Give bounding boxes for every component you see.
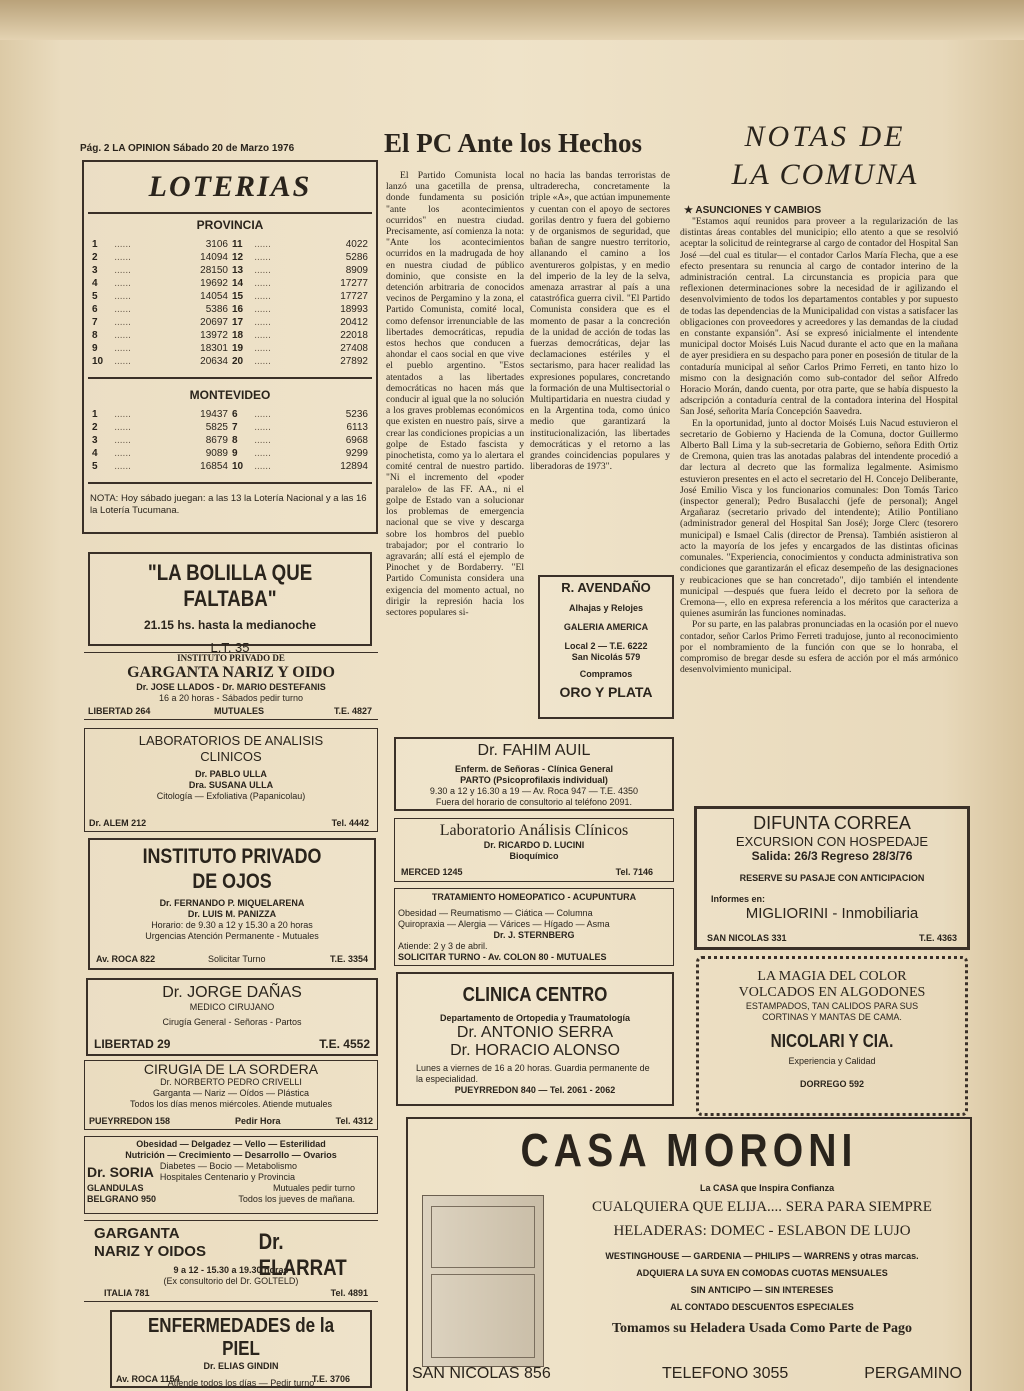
laboratorios-address: Dr. ALEM 212 — [89, 818, 147, 828]
homeopatico-ad — [394, 888, 674, 966]
leader-dots: ...... — [114, 356, 131, 367]
lottery-position: 20 — [231, 356, 244, 367]
garganta-ad — [84, 652, 378, 720]
article-col1: El Partido Comunista local lanzó una gacetilla de prensa, donde fundamenta su posición "ante los acontecimientos ocurridos" en nuestra ciudad. Precisamente, así comienza la nota: "Ante los acontecimientos ocurridos en la madrugada de hoy en nuestra ciudad de público dominio, que consiste en la detención arbitraria de conocidos vecinos de Pergamino y la zona, el Partido Comunista, comité local, como defensor irrenunciable de las libertades democráticas, repudia estos hechos que conducen a ahondar el caos social en que vive el pueblo argentino. "Estos atentados a las libertades democráticas no hacen más que conducir al igual que la no solución a los graves problemas económicos que existen en nuestro país, sirve a crear las condiciones propicias a un golpe de Estado fascista y pinochetista, como ya lo alertara el comité central de nuestro partido. "Ni el incremento del «poder paralelo» de las FF. AA., ni el golpe de Estado van a solucionar los problemas de emergencia nacional que se vive y descarga sobre los hombros del pueblo trabajador; por el contrario lo agravarán; allí está el ejemplo de Pinochet y de Bordaberry. "El Partido Comunista considera una exigencia del momento actual, no dirigir la represión hacia los sectores populares si- — [386, 170, 524, 618]
loterias-box — [82, 160, 378, 534]
difunta-reserve: RESERVE SU PASAJE CON ANTICIPACION — [739, 873, 925, 883]
sordera-tel: Tel. 4312 — [335, 1116, 373, 1126]
ojos-title: INSTITUTO PRIVADO DE OJOS — [142, 845, 322, 893]
notas-subhead-text: ASUNCIONES Y CAMBIOS — [695, 205, 822, 216]
elarrat-tel: Tel. 4891 — [330, 1288, 368, 1298]
difunta-tel: T.E. 4363 — [918, 933, 957, 943]
lottery-number: 28150 — [200, 265, 228, 276]
homeopatico-line1: Obesidad — Reumatismo — Ciática — Columna — [398, 908, 593, 918]
lottery-row — [90, 460, 370, 473]
leader-dots: ...... — [254, 343, 271, 354]
ojos-hours: Horario: de 9.30 a 12 y 15.30 a 20 horas — [151, 920, 313, 930]
garganta-tel: T.E. 4827 — [333, 706, 372, 716]
elarrat-dr: Dr. ELARRAT — [258, 1229, 347, 1280]
lottery-number: 8679 — [205, 435, 228, 446]
leader-dots: ...... — [254, 317, 271, 328]
danas-address: LIBERTAD 29 — [94, 1037, 171, 1051]
garganta-mutuales: MUTUALES — [214, 706, 264, 716]
notas-body3: Por su parte, en las palabras pronunciadas en la ocasión por el nuevo contador, señor Carlos Primo Ferreti tradujose, junto al reconocimiento por el nombramiento de la función con que se lo honraba, el compromiso de bregar desde su esfera de acción por el más armónico desenvolvimiento municipal. — [680, 619, 958, 676]
piel-hours: Atiende todos los días — Pedir turno — [167, 1378, 315, 1388]
elarrat-address: ITALIA 781 — [104, 1288, 150, 1298]
lottery-number: 9299 — [345, 448, 368, 459]
piel-address: Av. ROCA 1154 — [116, 1374, 180, 1384]
clinica-dr2: Dr. HORACIO ALONSO — [450, 1042, 620, 1059]
homeopatico-dr: Dr. J. STERNBERG — [493, 930, 575, 940]
lottery-position: 8 — [92, 330, 98, 341]
lottery-position: 7 — [231, 422, 238, 433]
lottery-number: 12894 — [340, 461, 368, 472]
lottery-row — [90, 408, 370, 421]
ojos-urgencias: Urgencias Atención Permanente - Mutuales — [145, 931, 319, 941]
nicolari-line1: LA MAGIA DEL COLOR — [757, 969, 907, 984]
soria-line5: GLANDULAS — [87, 1183, 144, 1193]
montevideo-label: MONTEVIDEO — [189, 388, 271, 402]
provincia-label: PROVINCIA — [196, 218, 264, 232]
lottery-number: 3106 — [205, 239, 228, 250]
soria-address: BELGRANO 950 — [87, 1194, 157, 1204]
lottery-position: 3 — [92, 265, 98, 276]
elarrat-title2: NARIZ Y OIDOS — [94, 1243, 206, 1260]
provincia-table — [90, 238, 370, 368]
avendano-metals: ORO Y PLATA — [559, 684, 653, 700]
laboratorios-spec: Citología — Exfoliativa (Papanicolau) — [156, 791, 306, 801]
lottery-position: 1 — [92, 409, 98, 420]
leader-dots: ...... — [114, 435, 131, 446]
garganta-doctors: Dr. JOSE LLADOS - Dr. MARIO DESTEFANIS — [136, 682, 326, 692]
soria-line6: Mutuales pedir turno — [272, 1183, 355, 1193]
lottery-position: 5 — [92, 461, 98, 472]
garganta-line1: INSTITUTO PRIVADO DE — [177, 653, 285, 663]
danas-sub: MEDICO CIRUJANO — [189, 1002, 275, 1012]
leader-dots: ...... — [254, 448, 271, 459]
lottery-position: 6 — [92, 304, 98, 315]
clinica-title: CLINICA CENTRO — [462, 984, 608, 1006]
moroni-line3: WESTINGHOUSE — GARDENIA — PHILIPS — WARRENS y otras marcas. — [605, 1251, 919, 1261]
lottery-row — [90, 342, 370, 355]
moroni-line7: Tomamos su Heladera Usada Como Parte de Pago — [611, 1321, 913, 1336]
leader-dots: ...... — [114, 278, 131, 289]
ojos-ad — [88, 838, 376, 970]
lottery-row — [90, 329, 370, 342]
clinica-ad — [396, 972, 674, 1106]
moroni-title: CASA MORONI — [520, 1124, 858, 1176]
garganta-title: GARGANTA NARIZ Y OIDO — [127, 664, 335, 681]
moroni-line4: ADQUIERA LA SUYA EN COMODAS CUOTAS MENSUALES — [636, 1268, 888, 1278]
leader-dots: ...... — [114, 291, 131, 302]
leader-dots: ...... — [254, 265, 271, 276]
lottery-position: 1 — [92, 239, 98, 250]
laboratorios-tel: Tel. 4442 — [331, 818, 369, 828]
lottery-number: 13972 — [200, 330, 228, 341]
elarrat-note: (Ex consultorio del Dr. GOLTELD) — [163, 1276, 299, 1286]
lottery-position: 11 — [231, 239, 243, 250]
soria-line2: Nutrición — Crecimiento — Desarrollo — Ovarios — [125, 1150, 337, 1160]
lottery-number: 6968 — [345, 435, 368, 446]
lottery-number: 19437 — [200, 409, 228, 420]
lottery-number: 27408 — [340, 343, 368, 354]
laboratorios-ad — [84, 728, 378, 832]
leader-dots: ...... — [114, 409, 131, 420]
leader-dots: ...... — [114, 330, 131, 341]
leader-dots: ...... — [114, 448, 131, 459]
leader-dots: ...... — [114, 343, 131, 354]
bolilla-ad — [88, 552, 372, 655]
elarrat-title1: GARGANTA — [94, 1225, 180, 1242]
leader-dots: ...... — [254, 291, 271, 302]
danas-title: Dr. JORGE DAÑAS — [162, 984, 302, 1001]
leader-dots: ...... — [254, 356, 271, 367]
lottery-number: 19692 — [200, 278, 228, 289]
lottery-position: 7 — [92, 317, 98, 328]
lottery-position: 19 — [231, 343, 244, 354]
difunta-dates: Salida: 26/3 Regreso 28/3/76 — [751, 849, 913, 863]
piel-ad — [110, 1310, 372, 1388]
lottery-row — [90, 421, 370, 434]
lottery-number: 18993 — [340, 304, 368, 315]
nicolari-ad — [696, 956, 968, 1116]
leader-dots: ...... — [254, 461, 271, 472]
bolilla-title: "LA BOLILLA QUE FALTABA" — [147, 560, 313, 611]
soria-ad — [84, 1136, 378, 1214]
lottery-position: 9 — [92, 343, 98, 354]
homeopatico-turno: SOLICITAR TURNO - Av. COLON 80 - MUTUALES — [398, 952, 607, 962]
difunta-informes: Informes en: — [711, 894, 766, 904]
lottery-position: 4 — [92, 448, 98, 459]
lottery-position: 14 — [231, 278, 244, 289]
soria-dr: Dr. SORIA — [87, 1164, 154, 1180]
lottery-number: 16854 — [200, 461, 228, 472]
moroni-line2: HELADERAS: DOMEC - ESLABON DE LUJO — [613, 1223, 911, 1239]
soria-line4: Hospitales Centenario y Provincia — [159, 1172, 295, 1182]
sordera-turno: Pedir Hora — [235, 1116, 281, 1126]
ojos-dr2: Dr. LUIS M. PANIZZA — [187, 909, 277, 919]
lottery-position: 8 — [231, 435, 238, 446]
homeopatico-line2: Quiropraxia — Alergia — Várices — Hígado — Asma — [398, 919, 610, 929]
leader-dots: ...... — [254, 422, 271, 433]
page-top-edge — [0, 0, 1024, 40]
avendano-gallery: GALERIA AMERICA — [563, 622, 649, 632]
auil-ad — [394, 737, 674, 811]
laboratorios-title: LABORATORIOS DE ANALISIS CLINICOS — [138, 733, 324, 764]
lottery-position: 4 — [92, 278, 98, 289]
auil-spec: Enferm. de Señoras - Clínica General — [454, 764, 614, 774]
moroni-line1: CUALQUIERA QUE ELIJA.... SERA PARA SIEMPRE — [592, 1199, 932, 1215]
lottery-row — [90, 277, 370, 290]
homeopatico-title: TRATAMIENTO HOMEOPATICO - ACUPUNTURA — [431, 892, 637, 902]
ojos-dr1: Dr. FERNANDO P. MIQUELARENA — [159, 898, 305, 908]
auil-note: Fuera del horario de consultorio al teléfono 2091. — [435, 797, 633, 807]
lottery-position: 2 — [92, 422, 98, 433]
soria-line7: Todos los jueves de mañana. — [238, 1194, 355, 1204]
lottery-position: 13 — [231, 265, 244, 276]
lottery-number: 5286 — [345, 252, 368, 263]
ojos-address: Av. ROCA 822 — [96, 954, 156, 964]
sordera-spec: Garganta — Nariz — Oídos — Plástica — [152, 1088, 310, 1098]
lottery-position: 6 — [231, 409, 238, 420]
notas-body — [680, 216, 958, 802]
lottery-number: 8909 — [345, 265, 368, 276]
bolilla-hours: 21.15 hs. hasta la medianoche — [143, 618, 317, 632]
lottery-number: 5825 — [205, 422, 228, 433]
lottery-number: 4022 — [345, 239, 368, 250]
leader-dots: ...... — [254, 435, 271, 446]
avendano-address: San Nicolás 579 — [571, 652, 641, 662]
leader-dots: ...... — [114, 461, 131, 472]
notas-subhead: ★ ASUNCIONES Y CAMBIOS — [684, 205, 822, 216]
lottery-row — [90, 251, 370, 264]
clinica-address: PUEYRREDON 840 — Tel. 2061 - 2062 — [454, 1085, 616, 1095]
danas-ad — [86, 978, 378, 1056]
ojos-tel: T.E. 3354 — [329, 954, 368, 964]
lottery-number: 18301 — [200, 343, 228, 354]
laboratorios-dr1: Dr. PABLO ULLA — [195, 769, 267, 779]
lottery-number: 17277 — [340, 278, 368, 289]
lottery-position: 16 — [231, 304, 244, 315]
laboratorio-sub: Bioquímico — [509, 851, 559, 861]
leader-dots: ...... — [254, 278, 271, 289]
avendano-title: R. AVENDAÑO — [561, 580, 651, 595]
lottery-position: 3 — [92, 435, 98, 446]
lottery-number: 9089 — [205, 448, 228, 459]
avendano-ad — [538, 575, 674, 719]
avendano-sub: Alhajas y Relojes — [568, 603, 644, 613]
garganta-address: LIBERTAD 264 — [88, 706, 151, 716]
lottery-number: 14094 — [200, 252, 228, 263]
nicolari-line4: CORTINAS Y MANTAS DE CAMA. — [762, 1012, 902, 1022]
lottery-row — [90, 290, 370, 303]
lottery-position: 12 — [231, 252, 244, 263]
leader-dots: ...... — [254, 409, 271, 420]
lottery-position: 5 — [92, 291, 98, 302]
lottery-row — [90, 434, 370, 447]
avendano-local: Local 2 — T.E. 6222 — [564, 641, 648, 651]
difunta-address: SAN NICOLAS 331 — [707, 933, 787, 943]
sordera-title: CIRUGIA DE LA SORDERA — [143, 1061, 319, 1077]
notas-body2: En la oportunidad, junto al doctor Moisés Luis Nacud estuvieron el secretario de Gobierno y Hacienda de la Comuna, doctor Guillermo Alberto Ball Lima y la sub-secretaria de Gobierno, señora Edith Ortiz de Cremona, quien tras las anotadas palabras del intendente procedió a dar lectura al decreto que las formaliza legalmente. Asimismo estuvieron presentes en el acto el secretario del H. Concejo Deliberante, José Emilio Visca y los funcionarios comunales: Don Tomás Tarico (inspector general); Pedro Busalacchi (jefe de personal); Angel Argañaraz (secretario privado del intendente); Atilio Pontiliano (administrador general del Hospital San José); Jorge Clerc (tesorero municipal) e Ismael Calis (director de Prensa). También asistieron al acto la mayoría de los jefes y encargados de las distintas oficinas comunales. "Experiencia, conocimientos y conducta administrativa son condiciones que garantizarán el eficaz desempeño de las designaciones y reubicaciones que se han concretado", dijo también el intendente municipal —después que fuera leído el decreto por la señora de Cremona—, ello en expresa referencia a los méritos que caracteriza a quienes asumirán las funciones nominadas. — [680, 417, 958, 620]
laboratorio-dr: Dr. RICARDO D. LUCINI — [483, 840, 585, 850]
laboratorios-dr2: Dra. SUSANA ULLA — [188, 780, 274, 790]
lottery-position: 10 — [231, 461, 244, 472]
lottery-position: 18 — [231, 330, 244, 341]
danas-tel: T.E. 4552 — [319, 1037, 370, 1051]
moroni-phone: TELEFONO 3055 — [662, 1365, 789, 1382]
lottery-row — [90, 238, 370, 251]
loterias-title: LOTERIAS — [148, 170, 312, 203]
moroni-city: PERGAMINO — [864, 1365, 962, 1382]
leader-dots: ...... — [114, 239, 131, 250]
lottery-number: 5386 — [205, 304, 228, 315]
lottery-row — [90, 316, 370, 329]
lottery-position: 9 — [231, 448, 238, 459]
lottery-number: 5236 — [345, 409, 368, 420]
loterias-nota: NOTA: Hoy sábado juegan: a las 13 la Lotería Nacional y a las 16 la Lotería Tucumana. — [90, 493, 367, 516]
sordera-hours: Todos los días menos miércoles. Atiende mutuales — [129, 1099, 333, 1109]
moroni-address: SAN NICOLAS 856 — [412, 1365, 551, 1382]
difunta-ad — [694, 806, 970, 950]
lottery-position: 10 — [92, 356, 104, 367]
lottery-number: 20697 — [200, 317, 228, 328]
nicolari-line3: ESTAMPADOS, TAN CALIDOS PARA SUS — [745, 1001, 919, 1011]
difunta-sub: EXCURSION CON HOSPEDAJE — [735, 834, 929, 849]
leader-dots: ...... — [254, 304, 271, 315]
lottery-number: 20634 — [200, 356, 228, 367]
notas-title1: NOTAS DE — [744, 120, 906, 153]
danas-spec: Cirugía General - Señoras - Partos — [162, 1017, 302, 1027]
difunta-title: DIFUNTA CORREA — [753, 813, 911, 833]
bolilla-station: L.T. 35 — [210, 640, 250, 655]
sordera-dr: Dr. NORBERTO PEDRO CRIVELLI — [160, 1077, 302, 1087]
lottery-position: 15 — [231, 291, 244, 302]
nicolari-line2: VOLCADOS EN ALGODONES — [738, 985, 926, 1000]
moroni-tag: La CASA que Inspira Confianza — [700, 1183, 835, 1193]
nicolari-sub: Experiencia y Calidad — [788, 1056, 876, 1066]
avendano-buy: Compramos — [579, 669, 633, 679]
lottery-row — [90, 355, 370, 368]
laboratorio-ad — [394, 818, 674, 882]
nicolari-title: NICOLARI Y CIA. — [770, 1031, 894, 1051]
sordera-ad — [84, 1060, 378, 1130]
clinica-dept: Departamento de Ortopedia y Traumatología — [439, 1013, 631, 1023]
lottery-number: 6113 — [346, 422, 368, 433]
lottery-row — [90, 303, 370, 316]
lottery-row — [90, 264, 370, 277]
moroni-line6: AL CONTADO DESCUENTOS ESPECIALES — [670, 1302, 854, 1312]
lottery-number: 27892 — [340, 356, 368, 367]
lottery-number: 22018 — [340, 330, 368, 341]
auil-parto: PARTO (Psicoprofilaxis individual) — [460, 775, 608, 785]
lottery-number: 14054 — [200, 291, 228, 302]
laboratorio-address: MERCED 1245 — [401, 867, 463, 877]
soria-line1: Obesidad — Delgadez — Vello — Esterilidad — [136, 1139, 326, 1149]
article-headline: El PC Ante los Hechos — [384, 128, 643, 158]
refrigerator-image — [422, 1195, 544, 1367]
article-col2: no hacia las bandas terroristas de ultraderecha, concretamente la triple «A», que actúan impunemente y cuentan con el apoyo de sectores gorilas dentro y fuera del gobierno y de organismos de seguridad, que bañan de sangre nuestro territorio, allanando el camino a los aventureros golpistas, y en medio del imperio de la ley de la selva, amenaza arrastrar al país a una catastrófica guerra civil. "El Partido Comunista considera que es el momento de pasar a la concreción de la unidad de acción de todas las fuerzas democráticas, dejar las declamaciones estériles y el sectarismo, para hacer realidad las expresiones populares, concretando la formación de una Multisectorial o Multipartidaria en nuestra ciudad y en la Argentina toda, como único medio que garantizará la institucionalización, las libertades democráticas y el retorno a las grandes coincidencias populares y liberadoras de 1973". — [530, 170, 670, 473]
montevideo-table — [90, 408, 370, 473]
leader-dots: ...... — [114, 304, 131, 315]
auil-hours: 9.30 a 12 y 16.30 a 19 — Av. Roca 947 — T.E. 4350 — [429, 786, 639, 796]
leader-dots: ...... — [114, 422, 131, 433]
elarrat-hours: 9 a 12 - 15.30 a 19.30 horas — [173, 1265, 289, 1275]
leader-dots: ...... — [114, 317, 131, 328]
moroni-ad — [406, 1117, 972, 1391]
leader-dots: ...... — [254, 252, 271, 263]
page-header: Pág. 2 LA OPINION Sábado 20 de Marzo 1976 — [80, 143, 295, 154]
soria-line3: Diabetes — Bocio — Metabolismo — [159, 1161, 297, 1171]
difunta-agency: MIGLIORINI - Inmobiliaria — [745, 905, 919, 922]
clinica-hours: Lunes a viernes de 16 a 20 horas. Guardia permanente de la especialidad. — [416, 1063, 650, 1084]
leader-dots: ...... — [114, 252, 131, 263]
leader-dots: ...... — [254, 330, 271, 341]
piel-tel: T.E. 3706 — [311, 1374, 350, 1384]
ojos-turno: Solicitar Turno — [208, 954, 266, 964]
laboratorio-tel: Tel. 7146 — [615, 867, 653, 877]
lottery-row — [90, 447, 370, 460]
sordera-address: PUEYRREDON 158 — [89, 1116, 171, 1126]
notas-title2: LA COMUNA — [731, 158, 919, 191]
nicolari-address: DORREGO 592 — [799, 1079, 865, 1089]
garganta-hours: 16 a 20 horas - Sábados pedir turno — [158, 693, 304, 703]
homeopatico-hours: Atiende: 2 y 3 de abril. — [398, 941, 488, 951]
notas-body1: "Estamos aquí reunidos para proveer a la regularización de las distintas áreas contables del municipio; ello atento a que se resolvió aceptar la solicitud de reintegrarse al cargo de contador del Hospital San José —del cual es titular— el contador Carlos María Flecha, que a ese efecto presentara su renuncia al cargo de contador interino de la administración central. La circunstancia es propicia para que reflexionen determinaciones sobre la necesidad de ir agilizando el desenvolvimiento de todos los departamentos contables y por supuesto de todas las dependencias de la Municipalidad con vistas a satisfacer las obligaciones con proveedores y acreedores y las demandas de la ciudad en constante expansión". Así se expresó inicialmente el intendente municipal doctor Moisés Luis Nacud durante el acto que en la mañana de ayer presidiera en su despacho para poner en posesión de titular de la contaduría municipal al señor Carlos Primo Ferreti, en tanto hizo lo mismo con la designación como sub-contador del señor Alfredo Horacio Morán, dando cuenta, por otra parte, que se había dispuesto la adscripción a contaduría central de la contadora interina del Hospital San José, señorita María Concepción Saavedra. — [680, 216, 958, 418]
piel-title: ENFERMEDADES de la PIEL — [147, 1315, 335, 1360]
moroni-line5: SIN ANTICIPO — SIN INTERESES — [690, 1285, 834, 1295]
lottery-number: 20412 — [340, 317, 368, 328]
piel-dr: Dr. ELIAS GINDIN — [203, 1361, 279, 1371]
lottery-number: 17727 — [340, 291, 368, 302]
elarrat-ad — [84, 1220, 378, 1302]
lottery-position: 17 — [231, 317, 244, 328]
laboratorio-title: Laboratorio Análisis Clínicos — [439, 822, 629, 839]
leader-dots: ...... — [114, 265, 131, 276]
lottery-position: 2 — [92, 252, 98, 263]
auil-title: Dr. FAHIM AUIL — [477, 742, 591, 759]
leader-dots: ...... — [254, 239, 271, 250]
clinica-dr1: Dr. ANTONIO SERRA — [456, 1024, 614, 1041]
